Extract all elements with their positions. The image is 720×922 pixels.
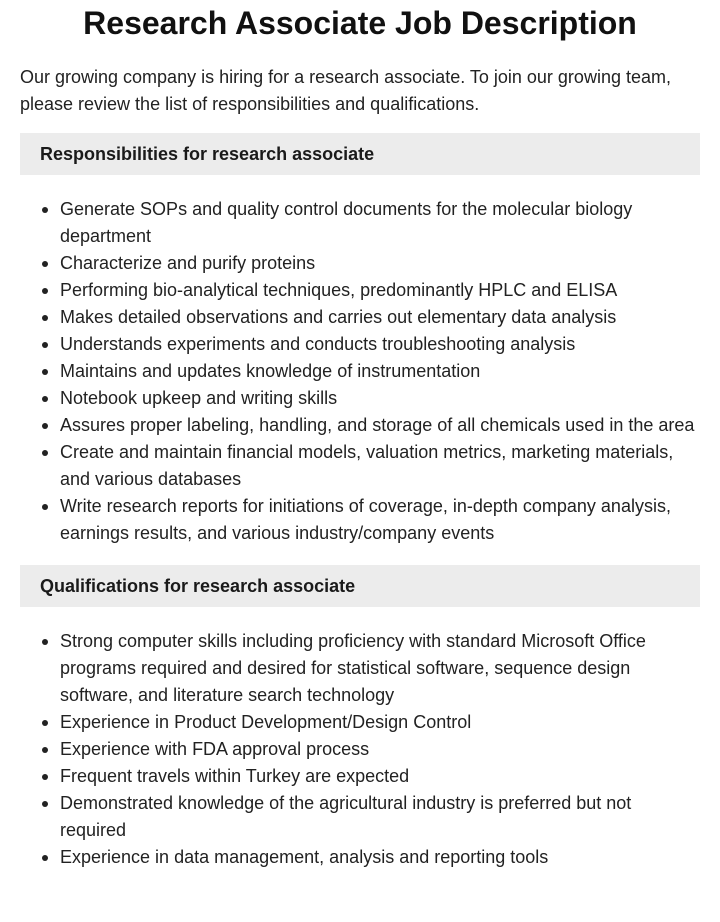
qualification-item: Frequent travels within Turkey are expected bbox=[20, 763, 700, 790]
responsibility-item: Makes detailed observations and carries out elementary data analysis bbox=[20, 304, 700, 331]
responsibility-item: Characterize and purify proteins bbox=[20, 250, 700, 277]
responsibility-item: Performing bio-analytical techniques, predominantly HPLC and ELISA bbox=[20, 277, 700, 304]
qualifications-header bbox=[20, 565, 700, 607]
qualifications-list bbox=[20, 628, 700, 871]
responsibility-item: Generate SOPs and quality control documents for the molecular biology department bbox=[20, 196, 700, 250]
qualification-item: Demonstrated knowledge of the agricultural industry is preferred but not required bbox=[20, 790, 700, 844]
qualification-item: Strong computer skills including proficiency with standard Microsoft Office programs required and desired for statistical software, sequence design software, and literature search technology bbox=[20, 628, 700, 709]
responsibility-item: Write research reports for initiations of coverage, in-depth company analysis, earnings results, and various industry/company events bbox=[20, 493, 700, 547]
responsibility-item: Understands experiments and conducts troubleshooting analysis bbox=[20, 331, 700, 358]
responsibility-item: Notebook upkeep and writing skills bbox=[20, 385, 700, 412]
qualification-item: Experience in data management, analysis and reporting tools bbox=[20, 844, 700, 871]
responsibility-item: Assures proper labeling, handling, and storage of all chemicals used in the area bbox=[20, 412, 700, 439]
qualification-item: Experience in Product Development/Design Control bbox=[20, 709, 700, 736]
responsibility-item: Maintains and updates knowledge of instrumentation bbox=[20, 358, 700, 385]
qualification-item: Experience with FDA approval process bbox=[20, 736, 700, 763]
responsibilities-heading: Responsibilities for research associate bbox=[40, 143, 375, 164]
responsibilities-header bbox=[20, 133, 700, 175]
responsibility-item: Create and maintain financial models, valuation metrics, marketing materials, and various databases bbox=[20, 439, 700, 493]
intro-paragraph: Our growing company is hiring for a research associate. To join our growing team, please review the list of responsibilities and qualifications. bbox=[20, 67, 671, 114]
responsibilities-list bbox=[20, 196, 700, 547]
page-title: Research Associate Job Description bbox=[83, 5, 637, 41]
qualifications-heading: Qualifications for research associate bbox=[40, 575, 356, 596]
